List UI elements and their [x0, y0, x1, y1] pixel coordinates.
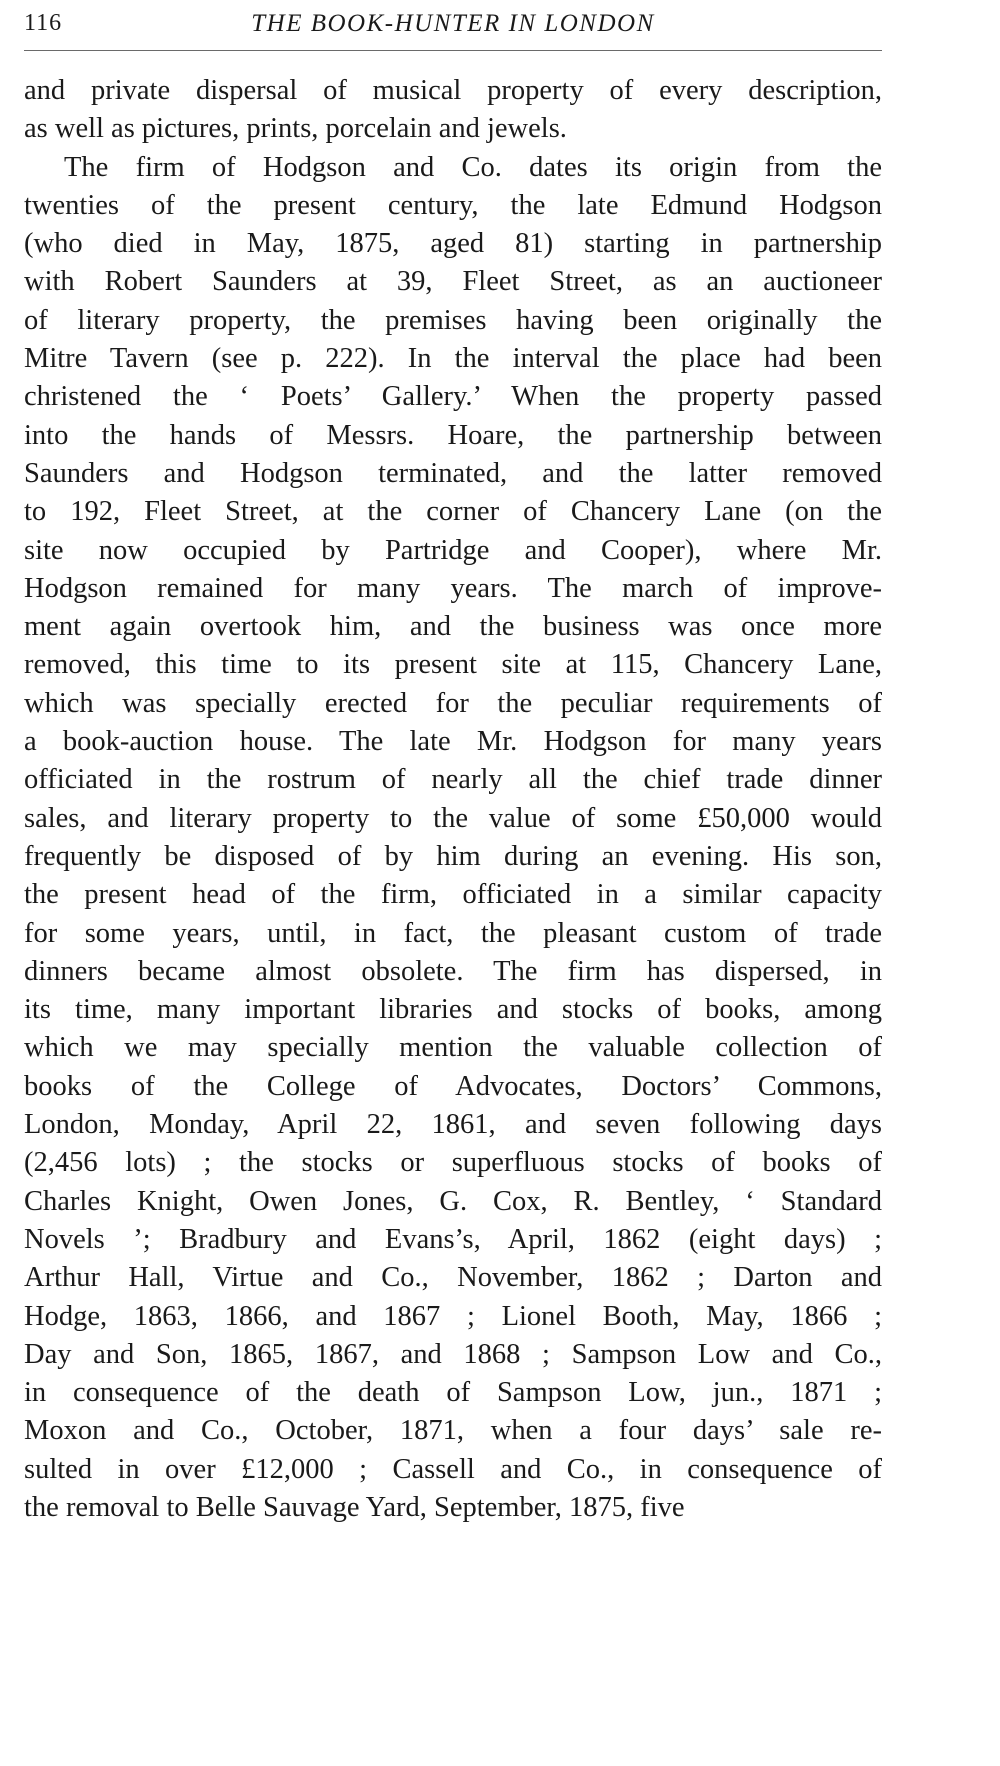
text-line: as well as pictures, prints, porcelain and jewels.	[24, 113, 567, 145]
text-line: Day and Son, 1865, 1867, and 1868 ; Sampson Low and Co.,	[24, 1338, 882, 1370]
text-line: site now occupied by Partridge and Cooper), where Mr.	[24, 534, 882, 566]
text-line: Mitre Tavern (see p. 222). In the interval the place had been	[24, 343, 882, 375]
text-line: into the hands of Messrs. Hoare, the partnership between	[24, 419, 882, 451]
text-line: in consequence of the death of Sampson Low, jun., 1871 ;	[24, 1377, 882, 1409]
text-line: the present head of the firm, officiated in a similar capacity	[24, 879, 882, 911]
text-line: Novels ’; Bradbury and Evans’s, April, 1862 (eight days) ;	[24, 1223, 882, 1255]
text-line: which we may specially mention the valuable collection of	[24, 1032, 882, 1064]
running-title: THE BOOK-HUNTER IN LONDON	[251, 10, 655, 37]
text-line: (2,456 lots) ; the stocks or superfluous stocks of books of	[24, 1147, 882, 1179]
text-line: London, Monday, April 22, 1861, and seven following days	[24, 1109, 882, 1141]
text-line: Saunders and Hodgson terminated, and the latter removed	[24, 457, 882, 489]
text-line: dinners became almost obsolete. The firm has dispersed, in	[24, 955, 882, 987]
text-line: Arthur Hall, Virtue and Co., November, 1862 ; Darton and	[24, 1262, 882, 1294]
text-line: sales, and literary property to the value of some £50,000 would	[24, 802, 882, 834]
text-line: officiated in the rostrum of nearly all the chief trade dinner	[24, 764, 882, 796]
text-line: its time, many important libraries and stocks of books, among	[24, 994, 882, 1026]
text-line: Charles Knight, Owen Jones, G. Cox, R. Bentley, ‘ Standard	[24, 1185, 882, 1217]
page-number: 116	[24, 10, 63, 36]
text-line: sulted in over £12,000 ; Cassell and Co., in consequence of	[24, 1453, 882, 1485]
text-line: of literary property, the premises having been originally the	[24, 304, 882, 336]
text-line: (who died in May, 1875, aged 81) starting in partnership	[24, 228, 882, 260]
text-line: Moxon and Co., October, 1871, when a four days’ sale re-	[24, 1415, 882, 1447]
text-line: books of the College of Advocates, Doctors’ Commons,	[24, 1070, 882, 1102]
text-line: The firm of Hodgson and Co. dates its origin from the	[64, 151, 882, 183]
text-line: with Robert Saunders at 39, Fleet Street, as an auctioneer	[24, 266, 882, 298]
paragraph-hodgson	[24, 149, 882, 1528]
text-line: a book-auction house. The late Mr. Hodgson for many years	[24, 726, 882, 758]
paragraph-continuation	[24, 72, 882, 149]
text-line: christened the ‘ Poets’ Gallery.’ When the property passed	[24, 381, 882, 413]
text-line: ment again overtook him, and the business was once more	[24, 611, 882, 643]
text-line: Hodge, 1863, 1866, and 1867 ; Lionel Booth, May, 1866 ;	[24, 1300, 882, 1332]
text-line: for some years, until, in fact, the pleasant custom of trade	[24, 917, 882, 949]
text-line: to 192, Fleet Street, at the corner of Chancery Lane (on the	[24, 496, 882, 528]
text-line: which was specially erected for the peculiar requirements of	[24, 687, 882, 719]
text-line: the removal to Belle Sauvage Yard, September, 1875, five	[24, 1491, 685, 1523]
text-line: removed, this time to its present site at 115, Chancery Lane,	[24, 649, 882, 681]
header-rule	[24, 50, 882, 51]
text-line: twenties of the present century, the late Edmund Hodgson	[24, 189, 882, 221]
text-line: frequently be disposed of by him during an evening. His son,	[24, 840, 882, 872]
body-text	[24, 72, 882, 1527]
running-head	[24, 10, 882, 44]
text-line: and private dispersal of musical property of every description,	[24, 75, 882, 106]
text-line: Hodgson remained for many years. The march of improve-	[24, 572, 882, 604]
